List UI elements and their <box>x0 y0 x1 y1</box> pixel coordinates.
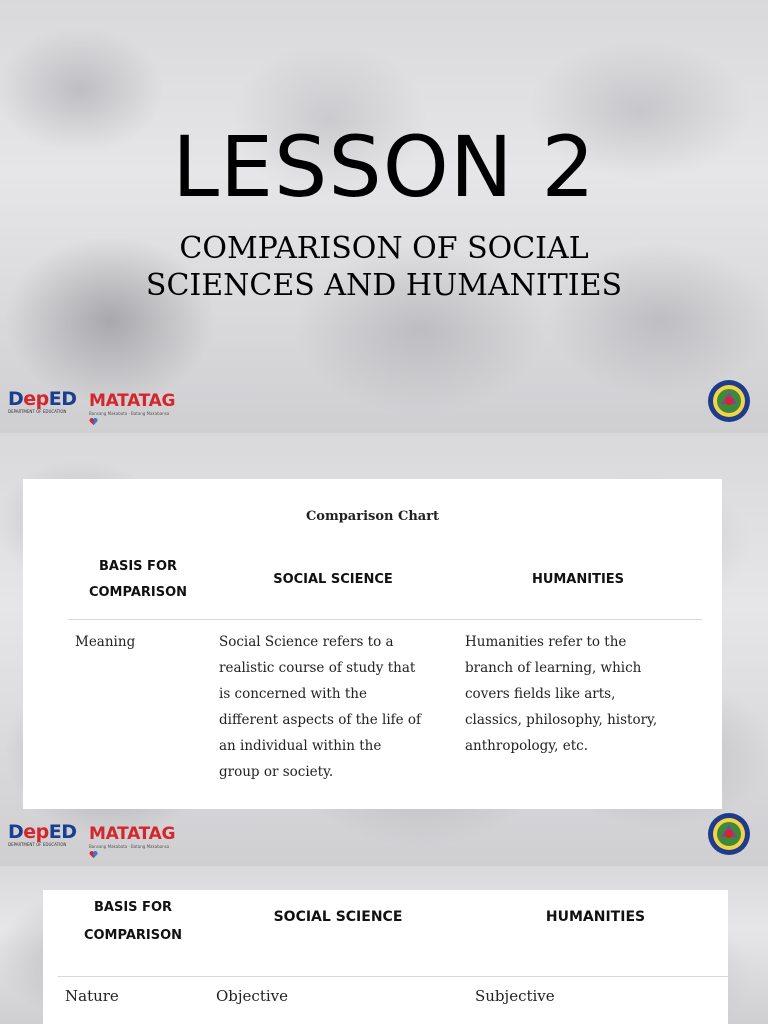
row-basis-meaning: Meaning <box>75 634 136 650</box>
heart-icon <box>89 850 98 859</box>
comparison-table-card <box>43 890 728 1024</box>
comparison-chart-card <box>23 479 722 809</box>
header-humanities: HUMANITIES <box>531 572 625 587</box>
header-social-science: SOCIAL SCIENCE <box>273 909 403 925</box>
deped-logo: DepED DEPARTMENT OF EDUCATION <box>8 821 77 847</box>
matatag-logo: MATATAG Bansang Makabata · Batang Makabansa <box>89 391 179 423</box>
header-divider <box>58 976 728 977</box>
deped-logo: DepED DEPARTMENT OF EDUCATION <box>8 388 77 414</box>
row-social-science-nature: Objective <box>216 987 289 1005</box>
lesson-title: LESSON 2 <box>172 118 596 216</box>
slide-title <box>0 0 768 433</box>
heart-icon <box>89 417 98 426</box>
header-divider <box>68 619 702 620</box>
slide-comparison-nature <box>0 866 768 1024</box>
chart-title: Comparison Chart <box>305 509 440 524</box>
division-seal-icon <box>707 379 751 423</box>
lesson-subtitle <box>84 230 684 304</box>
header-social-science: SOCIAL SCIENCE <box>273 572 393 587</box>
matatag-logo: MATATAG Bansang Makabata · Batang Makabansa <box>89 824 179 856</box>
header-humanities: HUMANITIES <box>545 909 646 925</box>
subtitle-line-1: COMPARISON OF SOCIAL <box>179 231 589 266</box>
row-social-science-meaning: Social Science refers to a realistic course of study that is concerned with the different aspects of the life of an individual within the group or society. <box>219 634 422 780</box>
subtitle-line-2: SCIENCES AND HUMANITIES <box>145 268 623 303</box>
header-basis: BASIS FOR COMPARISON <box>88 559 188 600</box>
row-humanities-meaning: Humanities refer to the branch of learning, which covers fields like arts, classics, philosophy, history, anthropology, etc. <box>465 634 658 754</box>
slide-comparison-meaning <box>0 433 768 866</box>
row-basis-nature: Nature <box>65 987 119 1005</box>
division-seal-icon <box>707 812 751 856</box>
header-basis: BASIS FOR COMPARISON <box>83 900 183 943</box>
row-humanities-nature: Subjective <box>475 987 555 1005</box>
